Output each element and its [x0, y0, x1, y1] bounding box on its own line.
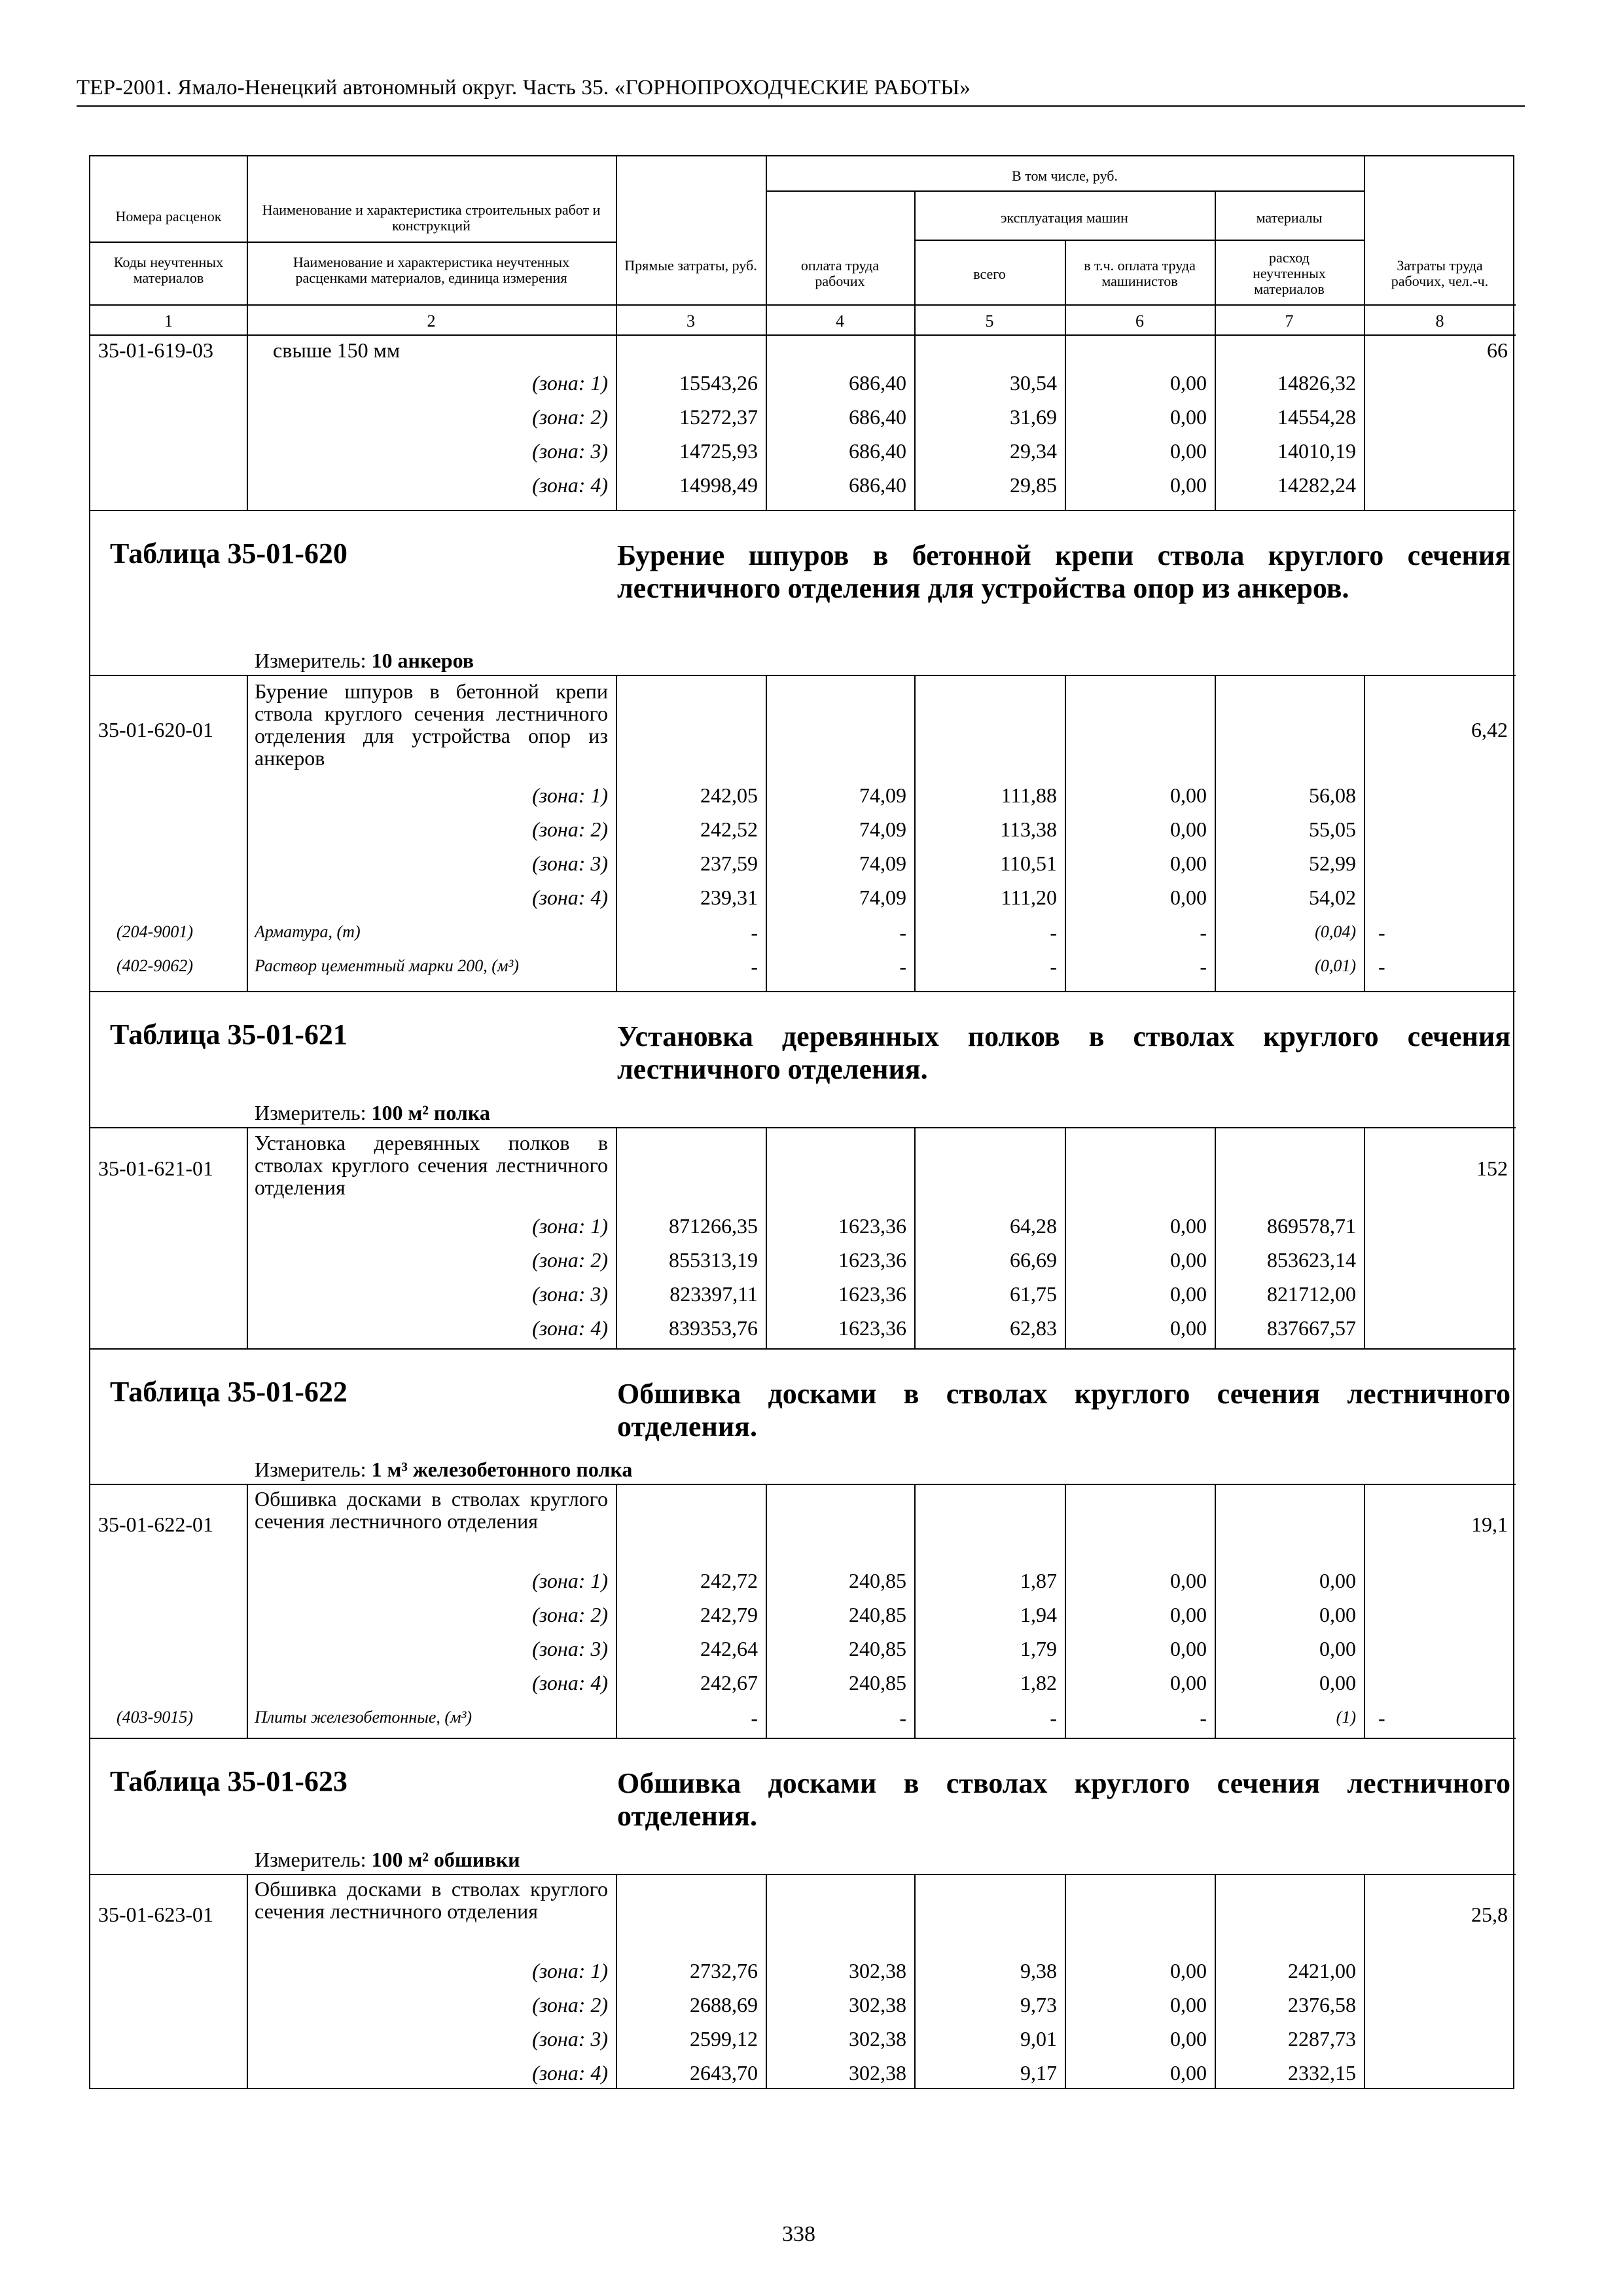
dash: -: [1200, 921, 1207, 944]
cost-cell: 0,00: [1170, 1603, 1207, 1626]
cost-cell: 111,20: [1001, 886, 1057, 909]
zone-label: (зона: 4): [532, 1671, 608, 1695]
cost-cell: 2732,76: [690, 1959, 758, 1982]
header-code2: Коды неучтенных материалов: [113, 254, 224, 287]
cost-cell: 2421,00: [1288, 1959, 1356, 1982]
rule: [914, 334, 916, 510]
header-machines-total: всего: [973, 266, 1006, 282]
header-in-total: В том числе, руб.: [1012, 168, 1118, 184]
cost-cell: 113,38: [1000, 817, 1057, 841]
rule: [766, 190, 1364, 192]
cost-cell: 0,00: [1170, 2027, 1207, 2051]
cost-cell: 237,59: [700, 852, 758, 875]
cost-cell: 239,31: [700, 886, 758, 909]
zone-label: (зона: 4): [532, 1316, 608, 1340]
table-title: Установка деревянных полков в стволах круглого сечения лестничного отделения.: [617, 1020, 1510, 1085]
cost-cell: 1623,36: [838, 1248, 906, 1272]
rule: [247, 1127, 248, 1348]
cost-cell: 9,17: [1020, 2061, 1057, 2085]
labor-cost: 152: [1476, 1157, 1508, 1180]
cost-cell: 242,52: [700, 817, 758, 841]
zone-label: (зона: 2): [532, 1603, 608, 1626]
rule: [1065, 1484, 1066, 1738]
dash: -: [1378, 921, 1385, 944]
cost-cell: 0,00: [1319, 1569, 1356, 1592]
cost-cell: 15272,37: [679, 405, 758, 429]
column-number: 7: [1285, 312, 1294, 331]
cost-cell: 9,73: [1020, 1993, 1057, 2017]
cost-cell: 54,02: [1309, 886, 1356, 909]
cost-cell: 2599,12: [690, 2027, 758, 2051]
page-number: 338: [782, 2222, 815, 2246]
cost-cell: 240,85: [849, 1569, 906, 1592]
cost-cell: 0,00: [1170, 1214, 1207, 1238]
cost-cell: 0,00: [1170, 405, 1207, 429]
cost-cell: 52,99: [1309, 852, 1356, 875]
cost-cell: 0,00: [1170, 1569, 1207, 1592]
cost-cell: 302,38: [849, 1959, 906, 1982]
cost-cell: 686,40: [849, 473, 906, 497]
dash: -: [1378, 955, 1385, 978]
rule: [1215, 1127, 1216, 1348]
cost-cell: 0,00: [1170, 1282, 1207, 1306]
cost-cell: 869578,71: [1267, 1214, 1356, 1238]
dash: -: [1200, 1706, 1207, 1730]
header-rule: [77, 105, 1525, 107]
dash: -: [751, 955, 758, 978]
measure-label: Измеритель:: [255, 1848, 372, 1871]
cost-cell: 0,00: [1170, 2061, 1207, 2085]
zone-label: (зона: 3): [532, 1637, 608, 1660]
zone-label: (зона: 1): [532, 1959, 608, 1982]
cost-cell: 1623,36: [838, 1316, 906, 1340]
rule: [1364, 1874, 1365, 2089]
measure: [255, 1459, 632, 1480]
material-name: Раствор цементный марки 200, (м³): [255, 956, 519, 975]
header-machines: эксплуатация машин: [1001, 209, 1128, 226]
rates-table: [89, 155, 1514, 2089]
rule: [90, 1127, 1516, 1128]
column-number: 5: [985, 312, 994, 331]
cost-cell: 64,28: [1010, 1214, 1057, 1238]
dash: -: [899, 921, 906, 944]
rule: [1364, 1127, 1365, 1348]
rule: [1364, 675, 1365, 991]
rule: [1215, 1874, 1216, 2089]
cost-cell: 0,00: [1170, 439, 1207, 463]
cost-cell: 56,08: [1309, 783, 1356, 807]
dash: -: [1200, 955, 1207, 978]
work-name: Установка деревянных полков в стволах круглого сечения лестничного отделения: [255, 1131, 608, 1199]
cost-cell: 1623,36: [838, 1282, 906, 1306]
material-value: (0,04): [1315, 922, 1356, 941]
table-title: Обшивка досками в стволах круглого сечения лестничного отделения.: [617, 1378, 1510, 1443]
cost-cell: 0,00: [1170, 1637, 1207, 1660]
material-code: (204-9001): [116, 922, 193, 941]
zone-label: (зона: 4): [532, 886, 608, 909]
cost-cell: 14010,19: [1277, 439, 1356, 463]
cost-cell: 2643,70: [690, 2061, 758, 2085]
material-value: (1): [1336, 1708, 1356, 1727]
cost-cell: 1,82: [1020, 1671, 1057, 1695]
column-number: 6: [1135, 312, 1144, 331]
work-name: Обшивка досками в стволах круглого сечения лестничного отделения: [255, 1487, 608, 1533]
rate-code: 35-01-622-01: [98, 1513, 213, 1536]
measure-label: Измеритель:: [255, 1458, 372, 1481]
cost-cell: 0,00: [1170, 783, 1207, 807]
rule: [90, 991, 1516, 992]
cost-cell: 686,40: [849, 439, 906, 463]
cost-cell: 242,05: [700, 783, 758, 807]
rule: [914, 240, 1364, 241]
rule: [90, 675, 1516, 676]
running-header: ТЕР-2001. Ямало-Ненецкий автономный округ. Часть 35. «ГОРНОПРОХОДЧЕСКИЕ РАБОТЫ»: [77, 76, 971, 99]
rate-code: 35-01-619-03: [98, 338, 213, 362]
cost-cell: 853623,14: [1267, 1248, 1356, 1272]
table-id: Таблица 35-01-621: [110, 1018, 348, 1050]
rule: [1364, 334, 1365, 510]
work-name: Обшивка досками в стволах круглого сечения лестничного отделения: [255, 1877, 608, 1923]
cost-cell: 0,00: [1170, 1993, 1207, 2017]
rule: [766, 1127, 767, 1348]
cost-cell: 9,38: [1020, 1959, 1057, 1982]
cost-cell: 66,69: [1010, 1248, 1057, 1272]
material-name: Арматура, (т): [255, 922, 361, 941]
cost-cell: 837667,57: [1267, 1316, 1356, 1340]
cost-cell: 31,69: [1010, 405, 1057, 429]
measure-value: 1 м³ железобетонного полка: [371, 1458, 633, 1481]
cost-cell: 0,00: [1319, 1603, 1356, 1626]
cost-cell: 302,38: [849, 2027, 906, 2051]
rule: [90, 1348, 1516, 1350]
zone-label: (зона: 4): [532, 2061, 608, 2085]
cost-cell: 0,00: [1170, 1248, 1207, 1272]
rule: [766, 1484, 767, 1738]
dash: -: [1050, 921, 1057, 944]
rule: [616, 1874, 617, 2089]
cost-cell: 2287,73: [1288, 2027, 1356, 2051]
cost-cell: 0,00: [1170, 473, 1207, 497]
labor-cost: 6,42: [1471, 718, 1508, 742]
measure: [255, 650, 474, 671]
measure-value: 100 м² полка: [371, 1101, 490, 1124]
cost-cell: 0,00: [1170, 1959, 1207, 1982]
cost-cell: 240,85: [849, 1637, 906, 1660]
rule: [1215, 334, 1216, 510]
rule: [766, 1874, 767, 2089]
zone-label: (зона: 2): [532, 1248, 608, 1272]
header-name: Наименование и характеристика строительных работ и конструкций: [262, 202, 601, 234]
rule: [1215, 1484, 1216, 1738]
rule: [90, 1484, 1516, 1485]
cost-cell: 15543,26: [679, 371, 758, 395]
rule: [90, 242, 616, 243]
rate-code: 35-01-620-01: [98, 718, 213, 742]
rate-code: 35-01-621-01: [98, 1157, 213, 1180]
column-number: 2: [427, 312, 436, 331]
cost-cell: 111,88: [1001, 783, 1057, 807]
header-code: Номера расценок: [115, 208, 222, 224]
cost-cell: 0,00: [1170, 1316, 1207, 1340]
zone-label: (зона: 1): [532, 1214, 608, 1238]
rule: [1065, 1874, 1066, 2089]
cost-cell: 1,87: [1020, 1569, 1057, 1592]
cost-cell: 29,85: [1010, 473, 1057, 497]
rule: [914, 1127, 916, 1348]
cost-cell: 1,94: [1020, 1603, 1057, 1626]
table-title: Обшивка досками в стволах круглого сечения лестничного отделения.: [617, 1767, 1510, 1832]
cost-cell: 14998,49: [679, 473, 758, 497]
header-materials: материалы: [1256, 209, 1323, 226]
cost-cell: 0,00: [1170, 852, 1207, 875]
zone-label: (зона: 3): [532, 439, 608, 463]
cost-cell: 2688,69: [690, 1993, 758, 2017]
table-title: Бурение шпуров в бетонной крепи ствола круглого сечения лестничного отделения для устройства опор из анкеров.: [617, 539, 1510, 604]
dash: -: [899, 955, 906, 978]
labor-cost: 25,8: [1471, 1903, 1508, 1926]
rule: [616, 334, 617, 510]
cost-cell: 823397,11: [669, 1282, 758, 1306]
zone-label: (зона: 2): [532, 1993, 608, 2017]
rule: [1065, 334, 1066, 510]
zone-label: (зона: 2): [532, 405, 608, 429]
material-value: (0,01): [1315, 956, 1356, 975]
header-materials-unaccounted: расход неучтенных материалов: [1253, 249, 1326, 298]
cost-cell: 686,40: [849, 371, 906, 395]
zone-label: (зона: 4): [532, 473, 608, 497]
dash: -: [751, 921, 758, 944]
cost-cell: 110,51: [1000, 852, 1057, 875]
cost-cell: 2376,58: [1288, 1993, 1356, 2017]
column-number: 1: [164, 312, 173, 331]
rule: [247, 675, 248, 991]
cost-cell: 821712,00: [1267, 1282, 1356, 1306]
rule: [616, 1484, 617, 1738]
zone-label: (зона: 1): [532, 1569, 608, 1592]
cost-cell: 14554,28: [1277, 405, 1356, 429]
header-labor: Затраты труда рабочих, чел.-ч.: [1391, 257, 1489, 290]
dash: -: [1050, 1706, 1057, 1730]
cost-cell: 855313,19: [669, 1248, 758, 1272]
rule: [247, 156, 248, 334]
cost-cell: 686,40: [849, 405, 906, 429]
cost-cell: 0,00: [1170, 1671, 1207, 1695]
cost-cell: 14725,93: [679, 439, 758, 463]
rule: [914, 675, 916, 991]
rule: [616, 675, 617, 991]
cost-cell: 242,67: [700, 1671, 758, 1695]
cost-cell: 62,83: [1010, 1316, 1057, 1340]
cost-cell: 14826,32: [1277, 371, 1356, 395]
rule: [90, 1874, 1516, 1875]
rule: [1364, 156, 1365, 334]
rule: [90, 304, 1516, 306]
cost-cell: 2332,15: [1288, 2061, 1356, 2085]
zone-label: (зона: 3): [532, 852, 608, 875]
measure-label: Измеритель:: [255, 649, 372, 672]
cost-cell: 9,01: [1020, 2027, 1057, 2051]
material-code: (402-9062): [116, 956, 193, 975]
rule: [914, 1874, 916, 2089]
zone-label: (зона: 1): [532, 371, 608, 395]
rule: [1215, 675, 1216, 991]
cost-cell: 302,38: [849, 1993, 906, 2017]
labor-cost: 19,1: [1471, 1513, 1508, 1536]
cost-cell: 29,34: [1010, 439, 1057, 463]
cost-cell: 0,00: [1170, 817, 1207, 841]
measure-label: Измеритель:: [255, 1101, 372, 1124]
cost-cell: 74,09: [859, 783, 906, 807]
cost-cell: 242,72: [700, 1569, 758, 1592]
zone-label: (зона: 1): [532, 783, 608, 807]
rate-code: 35-01-623-01: [98, 1903, 213, 1926]
cost-cell: 74,09: [859, 852, 906, 875]
dash: -: [1378, 1706, 1385, 1730]
material-name: Плиты железобетонные, (м³): [255, 1708, 473, 1727]
cost-cell: 0,00: [1319, 1637, 1356, 1660]
measure-value: 100 м² обшивки: [371, 1848, 520, 1871]
cost-cell: 0,00: [1319, 1671, 1356, 1695]
table-id: Таблица 35-01-620: [110, 537, 348, 569]
measure-value: 10 анкеров: [371, 649, 474, 672]
rule: [1065, 1127, 1066, 1348]
work-name: Бурение шпуров в бетонной крепи ствола круглого сечения лестничного отделения для устройства опор из анкеров: [255, 679, 608, 770]
table-id: Таблица 35-01-622: [110, 1376, 348, 1408]
cost-cell: 0,00: [1170, 886, 1207, 909]
material-code: (403-9015): [116, 1708, 193, 1727]
header-name2: Наименование и характеристика неучтенных расценками материалов, единица измерения: [293, 254, 570, 287]
zone-label: (зона: 2): [532, 817, 608, 841]
rule: [90, 1738, 1516, 1739]
dash: -: [899, 1706, 906, 1730]
zone-label: (зона: 3): [532, 2027, 608, 2051]
header-direct: Прямые затраты, руб.: [624, 257, 757, 274]
cost-cell: 1623,36: [838, 1214, 906, 1238]
rule: [1364, 1484, 1365, 1738]
column-number: 8: [1435, 312, 1444, 331]
table-id: Таблица 35-01-623: [110, 1765, 348, 1797]
header-wages: оплата труда рабочих: [800, 257, 880, 290]
rule: [90, 334, 1516, 336]
cost-cell: 55,05: [1309, 817, 1356, 841]
work-name: свыше 150 мм: [273, 338, 401, 362]
dash: -: [1050, 955, 1057, 978]
cost-cell: 14282,24: [1277, 473, 1356, 497]
cost-cell: 839353,76: [669, 1316, 758, 1340]
cost-cell: 240,85: [849, 1603, 906, 1626]
column-number: 3: [687, 312, 695, 331]
cost-cell: 30,54: [1010, 371, 1057, 395]
rule: [616, 1127, 617, 1348]
rule: [247, 1874, 248, 2089]
cost-cell: 74,09: [859, 817, 906, 841]
cost-cell: 1,79: [1020, 1637, 1057, 1660]
dash: -: [751, 1706, 758, 1730]
cost-cell: 302,38: [849, 2061, 906, 2085]
rule: [247, 334, 248, 510]
column-number: 4: [836, 312, 844, 331]
cost-cell: 242,64: [700, 1637, 758, 1660]
labor-cost: 66: [1487, 338, 1508, 362]
cost-cell: 0,00: [1170, 371, 1207, 395]
rule: [90, 510, 1516, 511]
rule: [1065, 675, 1066, 991]
measure: [255, 1849, 520, 1870]
measure: [255, 1102, 490, 1123]
rule: [616, 156, 617, 334]
rule: [766, 675, 767, 991]
rule: [766, 334, 767, 510]
rule: [914, 1484, 916, 1738]
cost-cell: 240,85: [849, 1671, 906, 1695]
cost-cell: 74,09: [859, 886, 906, 909]
rule: [247, 1484, 248, 1738]
header-machines-wages: в т.ч. оплата труда машинистов: [1084, 257, 1196, 290]
cost-cell: 61,75: [1010, 1282, 1057, 1306]
zone-label: (зона: 3): [532, 1282, 608, 1306]
cost-cell: 871266,35: [669, 1214, 758, 1238]
cost-cell: 242,79: [700, 1603, 758, 1626]
